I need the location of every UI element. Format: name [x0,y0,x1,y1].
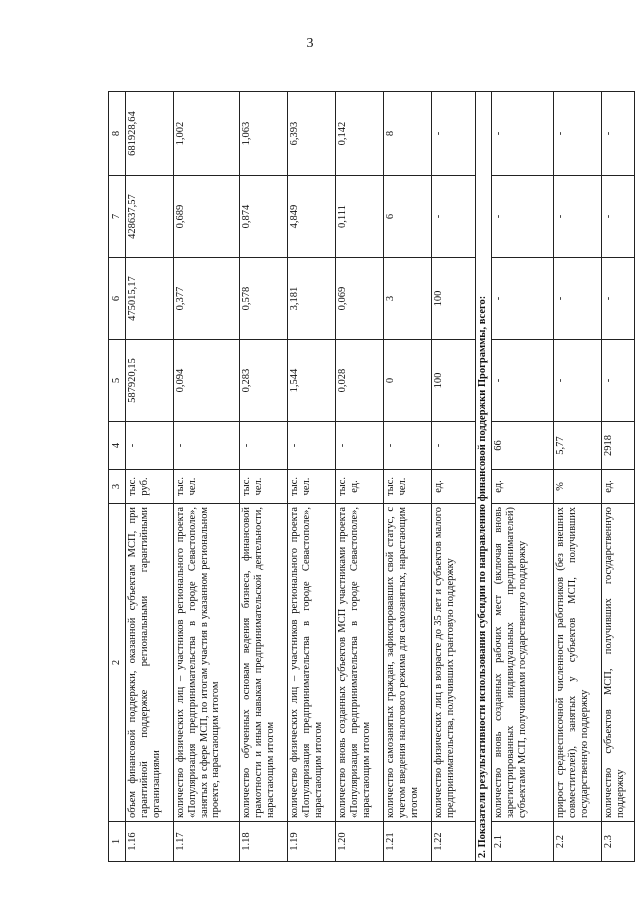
row-value-8: - [492,92,554,176]
row-value-4: 5,77 [554,422,602,470]
row-value-6: - [492,258,554,340]
row-value-7: - [492,176,554,258]
row-value-5: 0,028 [336,340,384,422]
row-number: 1.19 [288,822,336,862]
row-value-7: 0,111 [336,176,384,258]
row-value-7: 0,689 [174,176,240,258]
header-col-6: 6 [109,258,126,340]
row-number: 1.18 [240,822,288,862]
row-value-6: 0,578 [240,258,288,340]
section-title: 2. Показатели результативности использования субсидии по направлению финансовой поддержки Программы, всего: [476,92,492,862]
row-value-4: - [336,422,384,470]
row-description: количество физических лиц – участников регионального проекта «Популяризация предпринимательства в городе Севастополе», занятых в сфере МСП, по итогам участия в указанном региональном проекте, нарастающим итогом [174,504,240,822]
row-value-7: 428637,57 [126,176,174,258]
row-number: 1.22 [432,822,476,862]
row-value-7: 4,849 [288,176,336,258]
row-unit: тыс. ед. [336,470,384,504]
row-description: количество вновь созданных рабочих мест (включая вновь зарегистрированных индивидуальных предпринимателей) субъектами МСП, получившими государственную поддержку [492,504,554,822]
row-number: 1.21 [384,822,432,862]
row-value-6: 3 [384,258,432,340]
section-header-row [476,92,492,862]
row-unit: ед. [492,470,554,504]
row-unit: тыс. чел. [384,470,432,504]
row-unit: тыс. чел. [288,470,336,504]
row-unit: ед. [602,470,635,504]
row-unit: тыс. чел. [174,470,240,504]
row-value-5: 1,544 [288,340,336,422]
table-row [554,92,602,862]
row-value-4: - [126,422,174,470]
row-value-6: - [554,258,602,340]
row-value-4: - [240,422,288,470]
row-value-5: - [492,340,554,422]
row-value-7: - [602,176,635,258]
row-description: количество физических лиц – участников регионального проекта «Популяризация предпринимательства в городе Севастополе», нарастающим итогом [288,504,336,822]
table-row [336,92,384,862]
page-number: 3 [306,36,314,51]
table-row [126,92,174,862]
row-number: 1.17 [174,822,240,862]
row-description: прирост среднесписочной численности работников (без внешних совместителей), занятых у субъектов МСП, получивших государственную поддержку [554,504,602,822]
row-value-5: - [602,340,635,422]
row-value-4: 66 [492,422,554,470]
row-number: 2.2 [554,822,602,862]
row-unit: тыс. руб. [126,470,174,504]
row-value-8: 6,393 [288,92,336,176]
row-value-4: - [174,422,240,470]
row-number: 1.16 [126,822,174,862]
row-description: количество субъектов МСП, получивших государственную поддержку [602,504,635,822]
row-description: объем финансовой поддержки, оказанной субъектам МСП, при гарантийной поддержке региональными гарантийными организациями [126,504,174,822]
row-value-8: 1,002 [174,92,240,176]
row-description: количество обученных основам ведения бизнеса, финансовой грамотности и иным навыкам предпринимательской деятельности, нарастающим итогом [240,504,288,822]
table-row [174,92,240,862]
row-value-8: 0,142 [336,92,384,176]
header-col-4: 4 [109,422,126,470]
row-value-4: - [432,422,476,470]
row-value-8: 8 [384,92,432,176]
table-row [492,92,554,862]
row-unit: ед. [432,470,476,504]
table-row [240,92,288,862]
row-value-7: - [432,176,476,258]
row-value-8: 681928,64 [126,92,174,176]
indicators-table [108,91,635,862]
row-value-5: 587920,15 [126,340,174,422]
row-value-5: 0,283 [240,340,288,422]
row-value-7: 0,874 [240,176,288,258]
header-col-8: 8 [109,92,126,176]
row-value-6: 0,377 [174,258,240,340]
row-value-8: - [602,92,635,176]
header-col-1: 1 [109,822,126,862]
row-value-4: - [384,422,432,470]
row-unit: % [554,470,602,504]
row-value-8: - [432,92,476,176]
header-col-2: 2 [109,504,126,822]
row-number: 1.20 [336,822,384,862]
row-value-8: 1,063 [240,92,288,176]
row-value-6: 0,069 [336,258,384,340]
table-row [384,92,432,862]
row-value-7: - [554,176,602,258]
row-number: 2.1 [492,822,554,862]
row-description: количество физических лиц в возрасте до 35 лет и субъектов малого предпринимательства, получивших грантовую поддержку [432,504,476,822]
row-number: 2.3 [602,822,635,862]
row-value-8: - [554,92,602,176]
row-value-6: - [602,258,635,340]
row-description: количество вновь созданных субъектов МСП участниками проекта «Популяризация предпринимательства в городе Севастополе», нарастающим итогом [336,504,384,822]
row-value-6: 3,181 [288,258,336,340]
row-value-5: 0 [384,340,432,422]
table-rotation-wrapper [108,92,626,862]
header-col-3: 3 [109,470,126,504]
table-row [288,92,336,862]
row-unit: тыс. чел. [240,470,288,504]
row-value-4: - [288,422,336,470]
row-value-5: 100 [432,340,476,422]
table-row [432,92,476,862]
table-row [602,92,635,862]
row-value-4: 2918 [602,422,635,470]
header-col-5: 5 [109,340,126,422]
row-description: количество самозанятых граждан, зафиксировавших свой статус, с учетом введения налогового режима для самозанятых, нарастающим итогом [384,504,432,822]
row-value-6: 100 [432,258,476,340]
header-col-7: 7 [109,176,126,258]
row-value-7: 6 [384,176,432,258]
row-value-5: 0,094 [174,340,240,422]
table-header-row [109,92,126,862]
row-value-5: - [554,340,602,422]
row-value-6: 475015,17 [126,258,174,340]
